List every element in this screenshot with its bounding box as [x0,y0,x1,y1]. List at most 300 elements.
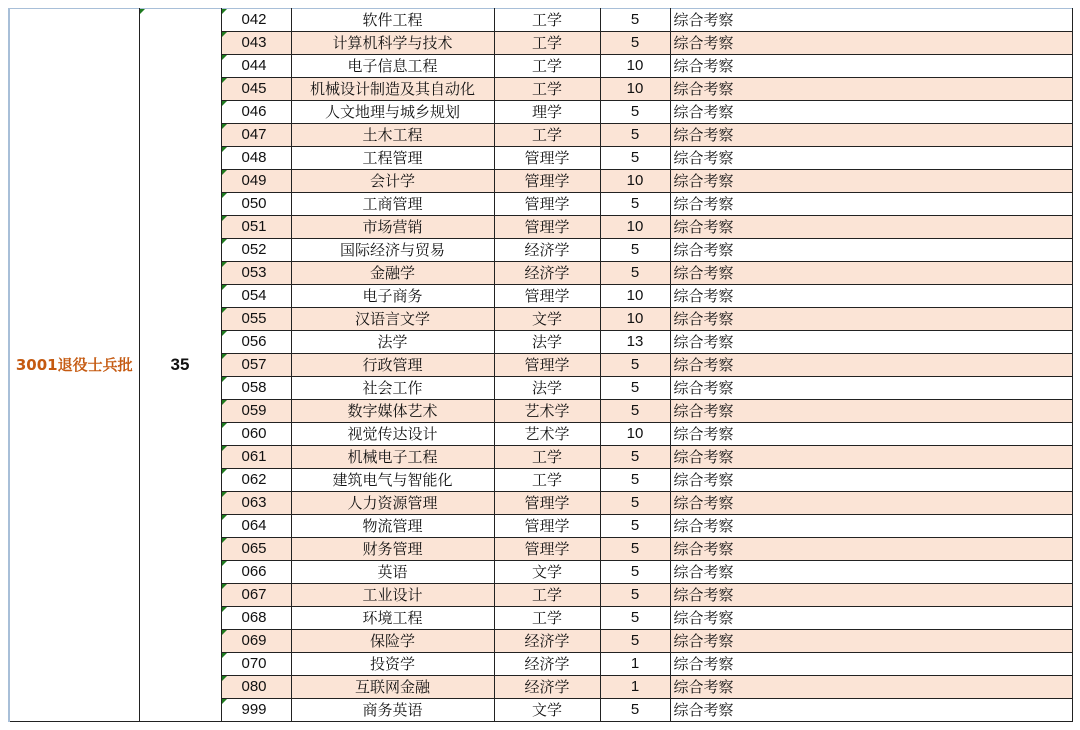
major-code-cell[interactable] [221,193,291,216]
number-stored-as-text-marker [222,262,227,267]
exam-method-cell[interactable] [670,354,1072,377]
number-stored-as-text-marker [222,32,227,37]
discipline-category-cell[interactable] [494,469,600,492]
discipline-category-cell[interactable] [494,607,600,630]
exam-method-cell[interactable] [670,515,1072,538]
exam-method-text: 综合考察 [673,494,734,512]
major-code-text: 060 [241,425,267,442]
quota-text: 5 [630,11,640,28]
quota-cell[interactable] [600,653,670,676]
major-code-cell[interactable] [221,331,291,354]
major-code-cell[interactable] [221,699,291,722]
exam-method-cell[interactable] [670,216,1072,239]
quota-cell[interactable] [600,584,670,607]
number-stored-as-text-marker [222,147,227,152]
exam-method-cell[interactable] [670,239,1072,262]
major-code-text: 050 [241,195,267,212]
quota-text: 5 [630,563,640,580]
major-name-text: 软件工程 [362,11,423,29]
discipline-category-cell[interactable] [494,515,600,538]
quota-cell[interactable] [600,676,670,699]
major-name-text: 人文地理与城乡规划 [324,103,460,121]
quota-cell[interactable] [600,193,670,216]
quota-text: 5 [630,149,640,166]
discipline-category-text: 理学 [531,103,562,121]
quota-text: 5 [630,241,640,258]
major-code-cell[interactable] [221,262,291,285]
discipline-category-cell[interactable] [494,400,600,423]
number-stored-as-text-marker [222,676,227,681]
number-stored-as-text-marker [222,423,227,428]
major-name-cell[interactable] [291,630,494,653]
exam-method-text: 综合考察 [673,586,734,604]
exam-method-text: 综合考察 [673,701,734,719]
discipline-category-cell[interactable] [494,446,600,469]
major-name-text: 计算机科学与技术 [332,34,453,52]
quota-cell[interactable] [600,354,670,377]
exam-method-text: 综合考察 [673,471,734,489]
major-name-text: 商务英语 [362,701,423,719]
exam-method-cell[interactable] [670,423,1072,446]
exam-method-cell[interactable] [670,584,1072,607]
major-code-text: 064 [241,517,267,534]
major-code-text: 068 [241,609,267,626]
quota-cell[interactable] [600,101,670,124]
discipline-category-text: 管理学 [524,517,570,535]
major-name-cell[interactable] [291,55,494,78]
number-stored-as-text-marker [222,561,227,566]
quota-text: 10 [626,57,644,74]
major-name-cell[interactable] [291,561,494,584]
discipline-category-cell[interactable] [494,239,600,262]
quota-text: 5 [630,379,640,396]
major-name-text: 机械电子工程 [347,448,438,466]
major-code-cell[interactable] [221,147,291,170]
number-stored-as-text-marker [222,101,227,106]
discipline-category-cell[interactable] [494,584,600,607]
discipline-category-text: 管理学 [524,218,570,236]
major-code-cell[interactable] [221,170,291,193]
quota-cell[interactable] [600,469,670,492]
discipline-category-cell[interactable] [494,32,600,55]
major-name-cell[interactable] [291,170,494,193]
quota-text: 5 [630,609,640,626]
discipline-category-text: 管理学 [524,149,570,167]
major-code-cell[interactable] [221,423,291,446]
exam-method-cell[interactable] [670,676,1072,699]
major-name-cell[interactable] [291,515,494,538]
exam-method-cell[interactable] [670,78,1072,101]
discipline-category-cell[interactable] [494,492,600,515]
exam-method-text: 综合考察 [673,11,734,29]
discipline-category-cell[interactable] [494,538,600,561]
major-code-cell[interactable] [221,630,291,653]
exam-method-cell[interactable] [670,101,1072,124]
major-name-cell[interactable] [291,147,494,170]
major-name-cell[interactable] [291,354,494,377]
quota-cell[interactable] [600,147,670,170]
quota-text: 5 [630,264,640,281]
discipline-category-text: 工学 [531,448,562,466]
number-stored-as-text-marker [222,216,227,221]
quota-text: 10 [626,310,644,327]
exam-method-text: 综合考察 [673,379,734,397]
major-code-cell[interactable] [221,285,291,308]
major-code-cell[interactable] [221,561,291,584]
quota-cell[interactable] [600,285,670,308]
exam-method-cell[interactable] [670,630,1072,653]
exam-method-cell[interactable] [670,147,1072,170]
major-code-cell[interactable] [221,55,291,78]
number-stored-as-text-marker [222,630,227,635]
quota-text: 10 [626,218,644,235]
major-name-text: 会计学 [369,172,415,190]
major-name-cell[interactable] [291,584,494,607]
number-stored-as-text-marker [222,446,227,451]
major-code-text: 066 [241,563,267,580]
number-stored-as-text-marker [222,538,227,543]
major-code-cell[interactable] [221,216,291,239]
exam-method-cell[interactable] [670,446,1072,469]
exam-method-cell[interactable] [670,285,1072,308]
discipline-category-text: 经济学 [524,241,570,259]
exam-method-cell[interactable] [670,193,1072,216]
major-name-cell[interactable] [291,653,494,676]
major-name-cell[interactable] [291,216,494,239]
discipline-category-cell[interactable] [494,124,600,147]
enrollment-table [8,8,1073,722]
number-stored-as-text-marker [222,170,227,175]
major-name-cell[interactable] [291,262,494,285]
major-code-text: 053 [241,264,267,281]
discipline-category-cell[interactable] [494,354,600,377]
major-name-text: 人力资源管理 [347,494,438,512]
discipline-category-cell[interactable] [494,561,600,584]
discipline-category-cell[interactable] [494,170,600,193]
major-name-text: 土木工程 [362,126,423,144]
major-code-cell[interactable] [221,124,291,147]
discipline-category-cell[interactable] [494,9,600,32]
quota-cell[interactable] [600,400,670,423]
exam-method-text: 综合考察 [673,80,734,98]
quota-cell[interactable] [600,492,670,515]
major-code-cell[interactable] [221,377,291,400]
quota-cell[interactable] [600,262,670,285]
exam-method-cell[interactable] [670,262,1072,285]
exam-method-text: 综合考察 [673,264,734,282]
major-code-text: 057 [241,356,267,373]
major-name-cell[interactable] [291,193,494,216]
major-code-text: 061 [241,448,267,465]
major-name-text: 工商管理 [362,195,423,213]
exam-method-text: 综合考察 [673,241,734,259]
quota-text: 5 [630,586,640,603]
major-name-text: 机械设计制造及其自动化 [309,80,475,98]
quota-text: 5 [630,195,640,212]
major-name-text: 电子信息工程 [347,57,438,75]
exam-method-cell[interactable] [670,32,1072,55]
major-name-cell[interactable] [291,124,494,147]
quota-cell[interactable] [600,239,670,262]
quota-cell[interactable] [600,630,670,653]
major-name-cell[interactable] [291,9,494,32]
major-code-cell[interactable] [221,239,291,262]
quota-text: 5 [630,126,640,143]
discipline-category-text: 经济学 [524,264,570,282]
quota-cell[interactable] [600,216,670,239]
discipline-category-cell[interactable] [494,308,600,331]
discipline-category-text: 管理学 [524,195,570,213]
number-stored-as-text-marker [222,193,227,198]
major-name-cell[interactable] [291,607,494,630]
discipline-category-cell[interactable] [494,653,600,676]
major-code-cell[interactable] [221,515,291,538]
major-name-cell[interactable] [291,423,494,446]
exam-method-cell[interactable] [670,561,1072,584]
discipline-category-cell[interactable] [494,630,600,653]
discipline-category-text: 工学 [531,57,562,75]
major-name-text: 汉语言文学 [354,310,430,328]
number-stored-as-text-marker [222,607,227,612]
number-stored-as-text-marker [222,354,227,359]
exam-method-text: 综合考察 [673,356,734,374]
major-code-cell[interactable] [221,446,291,469]
major-name-cell[interactable] [291,239,494,262]
major-name-text: 数字媒体艺术 [347,402,438,420]
major-name-cell[interactable] [291,699,494,722]
major-name-cell[interactable] [291,78,494,101]
number-stored-as-text-marker [222,331,227,336]
number-stored-as-text-marker [140,9,145,14]
major-code-cell[interactable] [221,354,291,377]
major-code-cell[interactable] [221,9,291,32]
major-code-cell[interactable] [221,584,291,607]
major-name-cell[interactable] [291,469,494,492]
exam-method-cell[interactable] [670,469,1072,492]
quota-text: 5 [630,701,640,718]
quota-text: 5 [630,517,640,534]
major-name-cell[interactable] [291,446,494,469]
exam-method-cell[interactable] [670,653,1072,676]
exam-method-cell[interactable] [670,331,1072,354]
exam-method-cell[interactable] [670,492,1072,515]
exam-method-text: 综合考察 [673,632,734,650]
exam-method-cell[interactable] [670,170,1072,193]
major-name-cell[interactable] [291,308,494,331]
major-name-cell[interactable] [291,331,494,354]
exam-method-cell[interactable] [670,377,1072,400]
exam-method-text: 综合考察 [673,563,734,581]
quota-cell[interactable] [600,377,670,400]
quota-text: 5 [630,103,640,120]
number-stored-as-text-marker [222,55,227,60]
major-code-cell[interactable] [221,32,291,55]
discipline-category-cell[interactable] [494,377,600,400]
exam-method-text: 综合考察 [673,34,734,52]
table-row [9,9,1072,32]
major-code-cell[interactable] [221,78,291,101]
number-stored-as-text-marker [222,515,227,520]
discipline-category-cell[interactable] [494,55,600,78]
major-name-cell[interactable] [291,492,494,515]
discipline-category-cell[interactable] [494,676,600,699]
major-name-text: 财务管理 [362,540,423,558]
exam-method-text: 综合考察 [673,126,734,144]
discipline-category-cell[interactable] [494,699,600,722]
quota-cell[interactable] [600,423,670,446]
total-quota-cell[interactable]: 35 [139,9,221,722]
exam-method-cell[interactable] [670,9,1072,32]
discipline-category-text: 工学 [531,126,562,144]
major-code-cell[interactable] [221,492,291,515]
major-code-cell[interactable] [221,607,291,630]
discipline-category-cell[interactable] [494,331,600,354]
quota-cell[interactable] [600,607,670,630]
discipline-category-text: 工学 [531,609,562,627]
quota-text: 5 [630,402,640,419]
quota-text: 1 [630,655,640,672]
exam-method-cell[interactable] [670,607,1072,630]
number-stored-as-text-marker [222,285,227,290]
discipline-category-cell[interactable] [494,193,600,216]
number-stored-as-text-marker [222,584,227,589]
major-name-cell[interactable] [291,538,494,561]
major-name-text: 视觉传达设计 [347,425,438,443]
discipline-category-cell[interactable] [494,147,600,170]
exam-method-cell[interactable] [670,124,1072,147]
major-name-text: 投资学 [369,655,415,673]
quota-cell[interactable] [600,561,670,584]
major-code-text: 056 [241,333,267,350]
major-name-cell[interactable] [291,377,494,400]
major-name-text: 互联网金融 [354,678,430,696]
major-code-text: 048 [241,149,267,166]
quota-cell[interactable] [600,699,670,722]
major-code-cell[interactable] [221,653,291,676]
major-name-text: 工业设计 [362,586,423,604]
quota-text: 13 [626,333,644,350]
major-code-text: 065 [241,540,267,557]
discipline-category-text: 工学 [531,586,562,604]
discipline-category-text: 经济学 [524,655,570,673]
major-name-cell[interactable] [291,101,494,124]
discipline-category-text: 管理学 [524,356,570,374]
discipline-category-text: 文学 [531,310,562,328]
major-code-text: 062 [241,471,267,488]
discipline-category-cell[interactable] [494,101,600,124]
major-name-cell[interactable] [291,400,494,423]
major-code-text: 055 [241,310,267,327]
quota-cell[interactable] [600,538,670,561]
quota-cell[interactable] [600,308,670,331]
exam-method-text: 综合考察 [673,287,734,305]
major-code-text: 054 [241,287,267,304]
major-name-text: 国际经济与贸易 [339,241,445,259]
number-stored-as-text-marker [222,9,227,14]
quota-cell[interactable] [600,32,670,55]
quota-cell[interactable] [600,446,670,469]
quota-text: 5 [630,471,640,488]
exam-method-text: 综合考察 [673,103,734,121]
exam-method-cell[interactable] [670,55,1072,78]
number-stored-as-text-marker [222,469,227,474]
discipline-category-cell[interactable] [494,78,600,101]
major-code-cell[interactable] [221,676,291,699]
major-code-text: 067 [241,586,267,603]
exam-method-cell[interactable] [670,400,1072,423]
major-code-cell[interactable] [221,400,291,423]
major-name-text: 保险学 [369,632,415,650]
major-name-cell[interactable] [291,285,494,308]
discipline-category-cell[interactable] [494,423,600,446]
major-name-text: 金融学 [369,264,415,282]
quota-text: 10 [626,80,644,97]
exam-method-text: 综合考察 [673,310,734,328]
major-code-text: 063 [241,494,267,511]
major-name-text: 行政管理 [362,356,423,374]
discipline-category-text: 工学 [531,80,562,98]
exam-method-cell[interactable] [670,308,1072,331]
exam-method-text: 综合考察 [673,678,734,696]
major-code-text: 045 [241,80,267,97]
major-name-text: 市场营销 [362,218,423,236]
quota-text: 5 [630,34,640,51]
exam-method-cell[interactable] [670,538,1072,561]
quota-cell[interactable] [600,170,670,193]
quota-cell[interactable] [600,515,670,538]
exam-method-text: 综合考察 [673,333,734,351]
discipline-category-text: 管理学 [524,172,570,190]
major-code-text: 070 [241,655,267,672]
batch-label-cell[interactable]: 3001退役士兵批 [9,9,139,722]
major-name-text: 工程管理 [362,149,423,167]
quota-cell[interactable] [600,9,670,32]
exam-method-text: 综合考察 [673,517,734,535]
discipline-category-text: 文学 [531,701,562,719]
discipline-category-cell[interactable] [494,216,600,239]
number-stored-as-text-marker [222,492,227,497]
major-code-cell[interactable] [221,538,291,561]
quota-text: 5 [630,632,640,649]
discipline-category-cell[interactable] [494,262,600,285]
number-stored-as-text-marker [222,308,227,313]
quota-cell[interactable] [600,55,670,78]
major-code-cell[interactable] [221,101,291,124]
major-name-cell[interactable] [291,32,494,55]
major-code-cell[interactable] [221,469,291,492]
quota-text: 5 [630,356,640,373]
major-code-text: 059 [241,402,267,419]
major-code-text: 047 [241,126,267,143]
exam-method-text: 综合考察 [673,195,734,213]
exam-method-text: 综合考察 [673,172,734,190]
quota-cell[interactable] [600,124,670,147]
quota-cell[interactable] [600,331,670,354]
exam-method-cell[interactable] [670,699,1072,722]
quota-text: 5 [630,494,640,511]
major-name-text: 社会工作 [362,379,423,397]
major-name-cell[interactable] [291,676,494,699]
quota-cell[interactable] [600,78,670,101]
discipline-category-text: 艺术学 [524,402,570,420]
discipline-category-text: 经济学 [524,632,570,650]
major-code-cell[interactable] [221,308,291,331]
discipline-category-text: 管理学 [524,287,570,305]
number-stored-as-text-marker [222,653,227,658]
major-name-text: 建筑电气与智能化 [332,471,453,489]
discipline-category-cell[interactable] [494,285,600,308]
exam-method-text: 综合考察 [673,609,734,627]
